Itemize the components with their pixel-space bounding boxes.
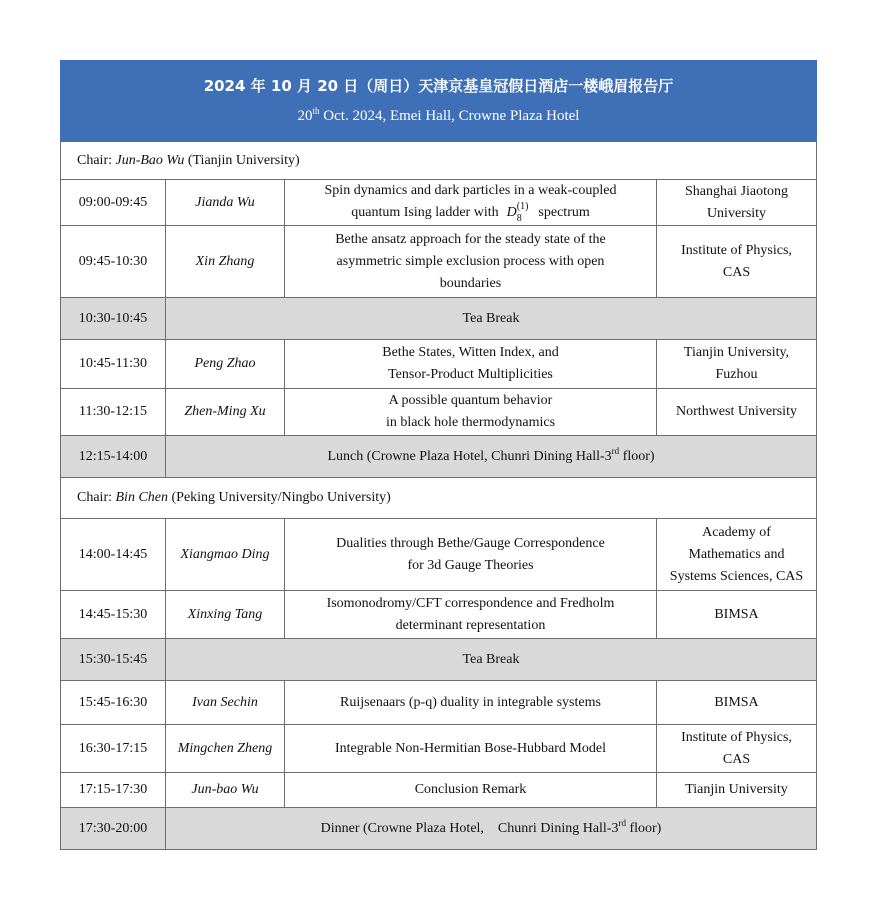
header-subtitle <box>61 105 816 127</box>
chair-name: Bin Chen <box>115 490 168 505</box>
break-row <box>61 808 817 850</box>
affiliation-line: Institute of Physics, <box>681 242 792 258</box>
chair-label: Chair: <box>77 152 116 168</box>
talk-row <box>61 389 817 436</box>
break-label-tail: floor) <box>619 448 655 464</box>
affiliation-line: Shanghai Jiaotong <box>684 183 789 199</box>
chair-affiliation: (Tianjin University) <box>184 152 300 168</box>
break-label: Tea Break <box>166 639 817 681</box>
affiliation-cell: Tianjin University <box>657 773 817 808</box>
title-cell <box>285 591 657 639</box>
header-title-cn: 2024 年 10 月 20 日（周日）天津京基皇冠假日酒店一楼峨眉报告厅 <box>203 77 674 95</box>
title-cell: Ruijsenaars (p-q) duality in integrable systems <box>285 681 657 725</box>
title-cell <box>285 180 657 226</box>
affiliation-cell <box>657 226 817 298</box>
time-cell: 15:30-15:45 <box>61 639 166 681</box>
time-cell: 11:30-12:15 <box>61 389 166 436</box>
talk-row <box>61 725 817 773</box>
title-cell <box>285 389 657 436</box>
chair-row-session1 <box>61 142 817 180</box>
time-cell: 15:45-16:30 <box>61 681 166 725</box>
title-cell: Integrable Non-Hermitian Bose-Hubbard Model <box>285 725 657 773</box>
affiliation-line: Institute of Physics, <box>681 729 792 745</box>
chair-name: Jun-Bao Wu <box>115 152 185 168</box>
chair-label: Chair: <box>77 490 116 505</box>
break-label-cell <box>166 436 817 478</box>
title-line: Bethe States, Witten Index, and <box>382 345 559 360</box>
title-line: Dualities through Bethe/Gauge Correspondence <box>336 535 605 551</box>
header-row <box>61 61 817 142</box>
affiliation-cell <box>657 519 817 591</box>
title-line: Isomonodromy/CFT correspondence and Fredholm <box>326 595 615 611</box>
break-label-sup: rd <box>611 445 620 456</box>
math-expression <box>506 201 529 224</box>
title-line: determinant representation <box>395 617 546 633</box>
speaker-cell: Jun-bao Wu <box>166 773 285 808</box>
title-line: A possible quantum behavior <box>388 393 553 408</box>
time-cell: 10:30-10:45 <box>61 298 166 340</box>
title-line: for 3d Gauge Theories <box>407 557 534 573</box>
time-cell: 09:00-09:45 <box>61 180 166 226</box>
title-line: asymmetric simple exclusion process with open <box>336 253 605 269</box>
chair-cell <box>61 478 817 519</box>
speaker-cell: Xiangmao Ding <box>166 519 285 591</box>
header-date-day: 20 <box>297 108 313 124</box>
break-label: Tea Break <box>166 298 817 340</box>
break-label-sup: rd <box>618 817 626 828</box>
speaker-cell: Xinxing Tang <box>166 591 285 639</box>
break-label: Dinner (Crowne Plaza Hotel, Chunri Dining Hall-3 <box>320 820 619 836</box>
header-date-suffix: th <box>312 106 320 116</box>
time-cell: 16:30-17:15 <box>61 725 166 773</box>
time-cell: 17:15-17:30 <box>61 773 166 808</box>
time-cell: 12:15-14:00 <box>61 436 166 478</box>
talk-row <box>61 591 817 639</box>
title-cell <box>285 519 657 591</box>
time-cell: 17:30-20:00 <box>61 808 166 850</box>
title-line: boundaries <box>439 275 502 291</box>
time-cell: 14:00-14:45 <box>61 519 166 591</box>
title-cell <box>285 226 657 298</box>
title-line <box>287 202 654 225</box>
chair-affiliation: (Peking University/Ningbo University) <box>168 490 391 505</box>
speaker-cell: Zhen-Ming Xu <box>166 389 285 436</box>
affiliation-cell <box>657 725 817 773</box>
chair-cell <box>61 142 817 180</box>
title-line: Spin dynamics and dark particles in a weak-coupled <box>324 183 617 198</box>
affiliation-cell <box>657 180 817 226</box>
title-line: Bethe ansatz approach for the steady state of the <box>335 231 606 247</box>
time-cell: 09:45-10:30 <box>61 226 166 298</box>
chair-row-session2 <box>61 478 817 519</box>
speaker-cell: Jianda Wu <box>166 180 285 226</box>
math-base: D <box>506 205 517 220</box>
affiliation-cell: BIMSA <box>657 591 817 639</box>
speaker-cell: Peng Zhao <box>166 340 285 389</box>
affiliation-cell <box>657 340 817 389</box>
talk-row <box>61 773 817 808</box>
break-row <box>61 298 817 340</box>
time-cell: 10:45-11:30 <box>61 340 166 389</box>
talk-row <box>61 180 817 226</box>
title-line: Tensor-Product Multiplicities <box>388 367 553 382</box>
title-text: quantum Ising ladder with <box>351 205 499 220</box>
affiliation-line: University <box>706 205 767 221</box>
title-cell: Conclusion Remark <box>285 773 657 808</box>
talk-row <box>61 519 817 591</box>
title-line: in black hole thermodynamics <box>385 415 556 430</box>
title-tail: spectrum <box>538 205 590 220</box>
affiliation-line: CAS <box>722 751 751 767</box>
break-label-cell <box>166 808 817 850</box>
speaker-cell: Mingchen Zheng <box>166 725 285 773</box>
affiliation-line: Tianjin University, <box>683 345 790 360</box>
affiliation-line: Academy of <box>702 524 771 540</box>
header-cell <box>61 61 817 142</box>
talk-row <box>61 681 817 725</box>
talk-row <box>61 226 817 298</box>
break-label: Lunch (Crowne Plaza Hotel, Chunri Dining Hall-3 <box>327 448 612 464</box>
affiliation-cell: Northwest University <box>657 389 817 436</box>
affiliation-line: Systems Sciences, CAS <box>669 568 804 584</box>
affiliation-cell: BIMSA <box>657 681 817 725</box>
talk-row <box>61 340 817 389</box>
break-row <box>61 436 817 478</box>
affiliation-line: CAS <box>722 264 751 280</box>
time-cell: 14:45-15:30 <box>61 591 166 639</box>
math-subscript: 8 <box>516 213 522 224</box>
break-label-tail: floor) <box>625 820 662 836</box>
break-row <box>61 639 817 681</box>
speaker-cell: Ivan Sechin <box>166 681 285 725</box>
affiliation-line: Mathematics and <box>688 546 785 562</box>
affiliation-line: Fuzhou <box>715 367 758 382</box>
title-cell <box>285 340 657 389</box>
math-superscript: (1) <box>516 201 529 212</box>
speaker-cell: Xin Zhang <box>166 226 285 298</box>
header-date-rest: Oct. 2024, Emei Hall, Crowne Plaza Hotel <box>319 108 580 124</box>
schedule-table <box>60 60 817 850</box>
